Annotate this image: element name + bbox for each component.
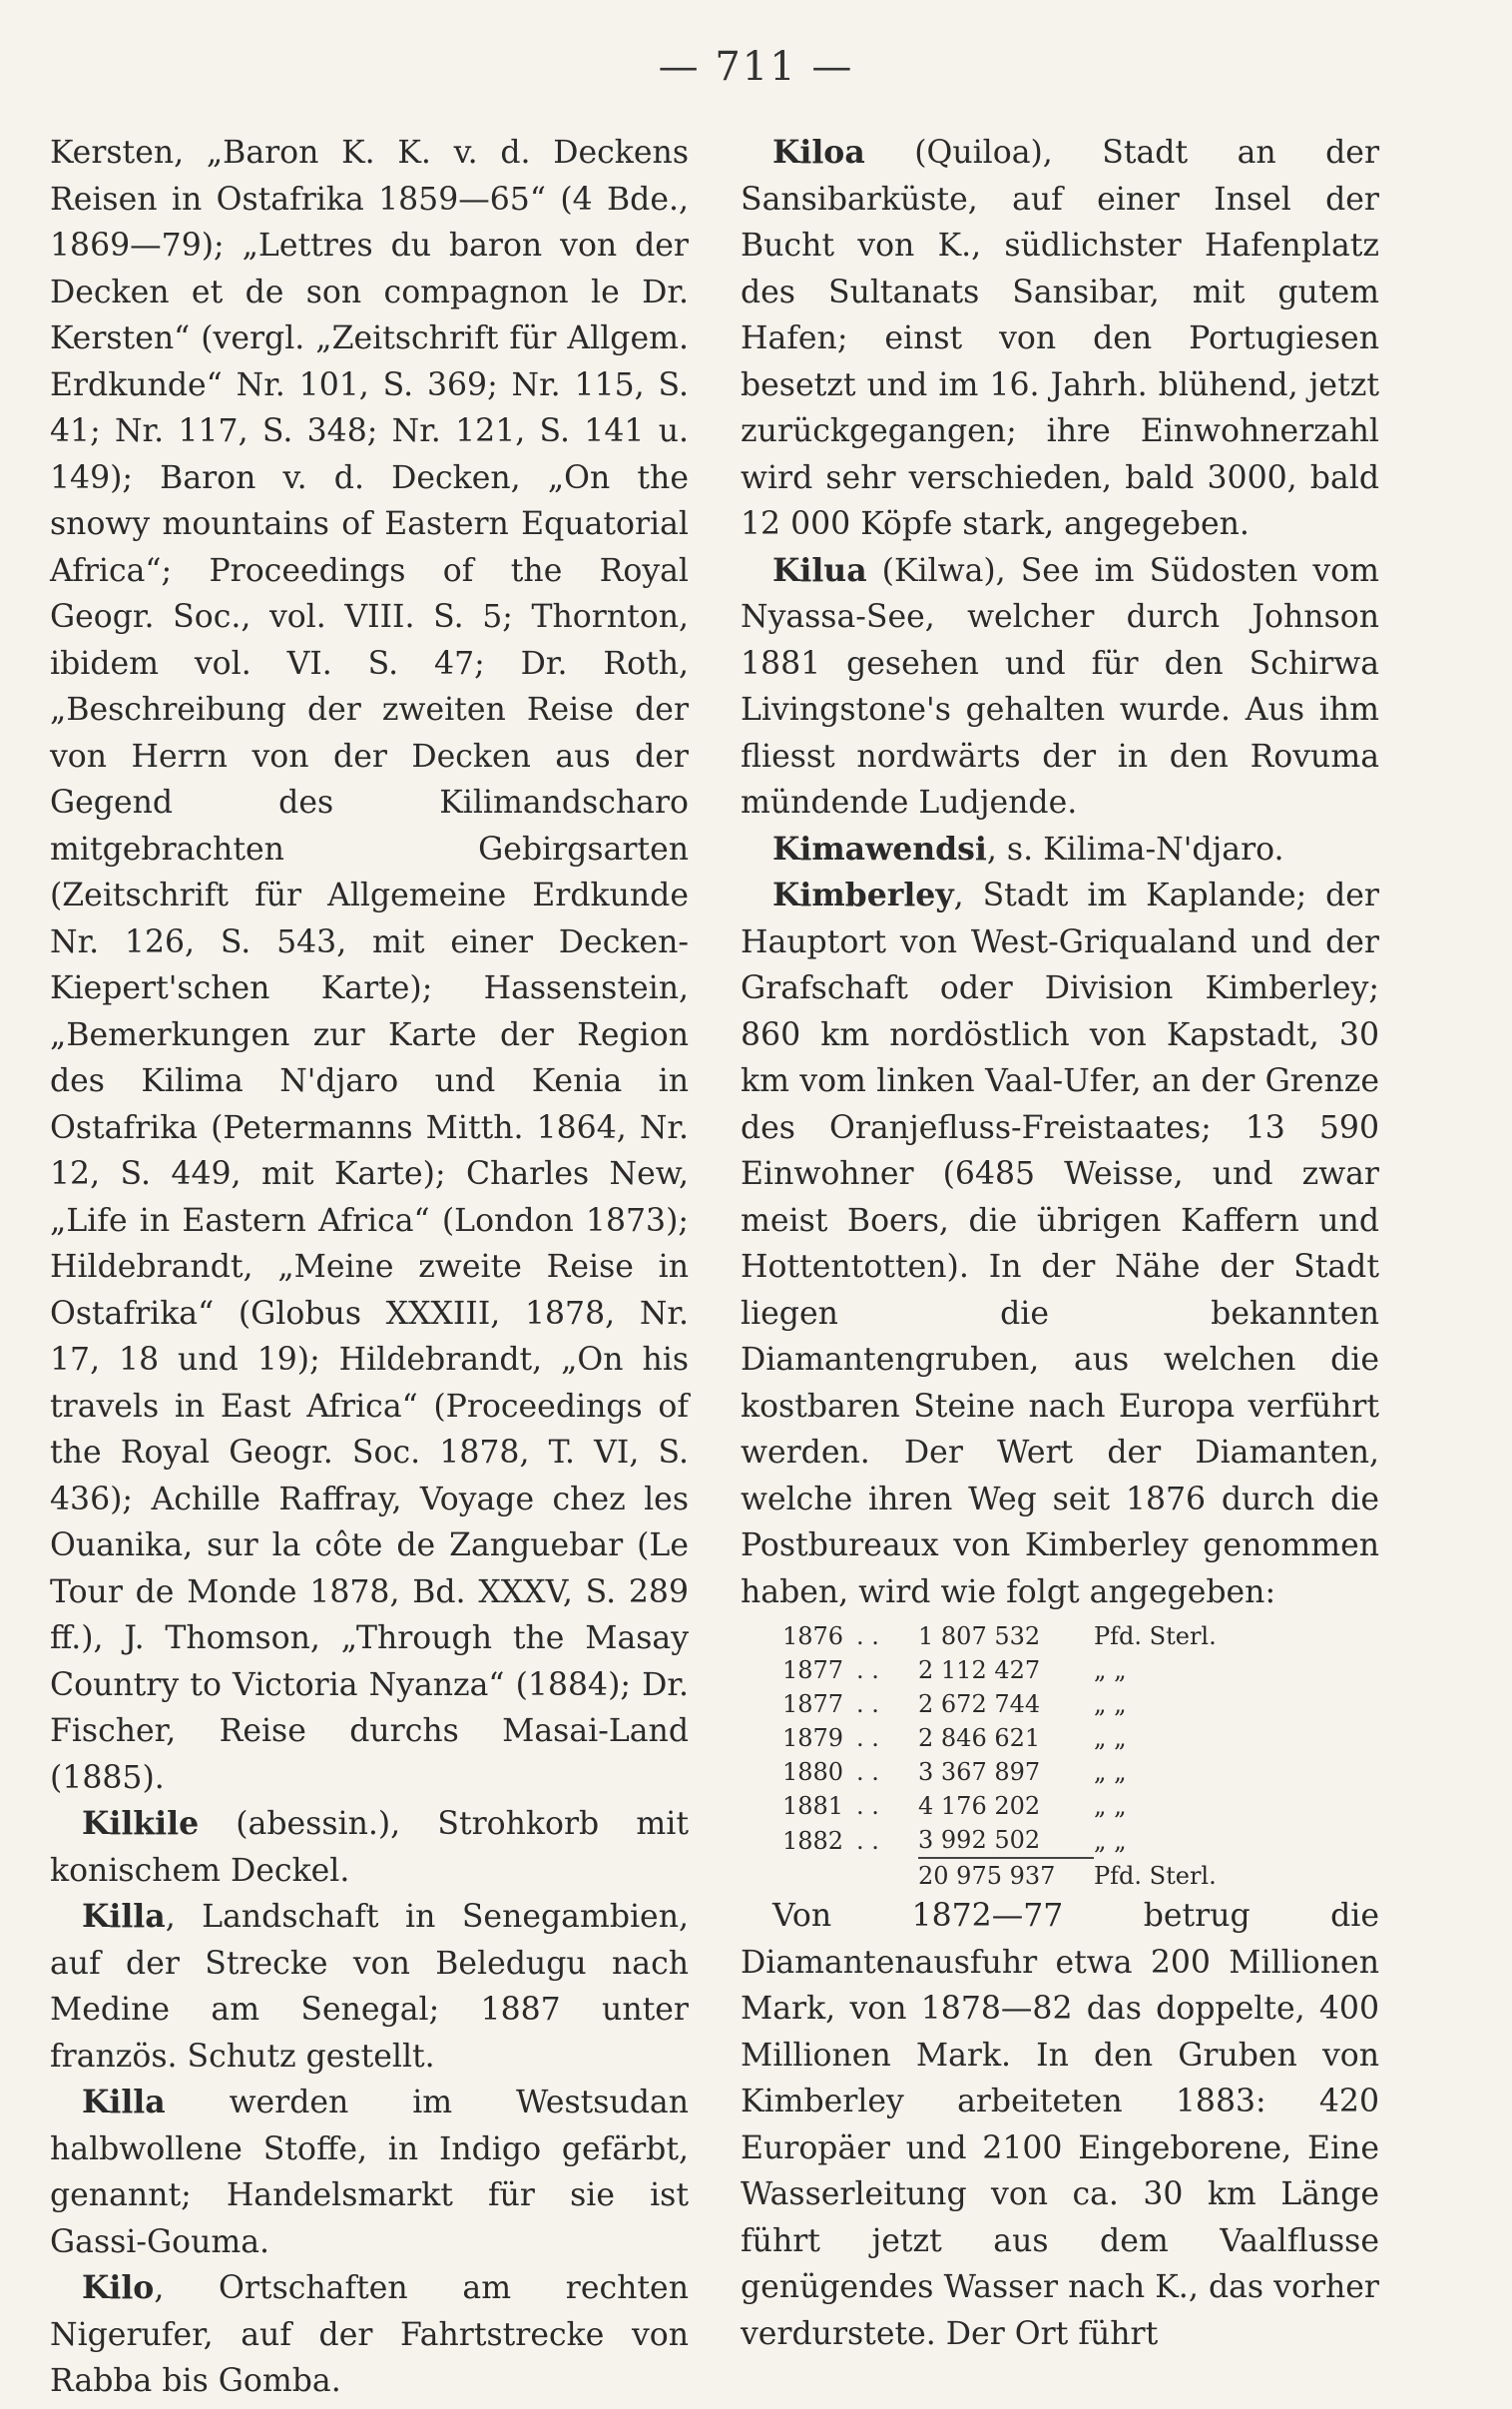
table-cell-amount: 1 807 532 <box>918 1622 1041 1650</box>
table-row <box>782 1721 1217 1755</box>
table-cell-year: 1877 <box>782 1656 844 1684</box>
table-cell-amount: 4 176 202 <box>918 1792 1041 1820</box>
entry-kilkile <box>50 1801 689 1894</box>
table-cell-year: 1882 <box>782 1826 844 1855</box>
table-cell-dots: . . <box>856 1690 879 1718</box>
entry-text: , Ortschaften am rechten Nigerufer, auf der Fahrtstrecke von Rabba bis Gomba. <box>50 2270 689 2399</box>
table-cell-dots: . . <box>856 1792 879 1820</box>
entry-text: , Stadt im Kaplande; der Hauptort von West-Griqualand und der Grafschaft oder Division Kimberley; 860 km nordöstlich von Kapstadt, 30 km vom linken Vaal-Ufer, an der Grenze des Oranjefluss-Freistaates; 13 590 Einwohner (6485 Weisse, und zwar meist Boers, die übrigen Kaffern und Hottentotten). In der Nähe der Stadt liegen die bekannten Diamantengruben, aus welchen die kostbaren Steine nach Europa verführt werden. Der Wert der Diamanten, welche ihren Weg seit 1876 durch die Postbureaux von Kimberley genommen haben, wird wie folgt angegeben: <box>741 878 1379 1610</box>
table-row <box>782 1619 1217 1653</box>
table-cell-dots: . . <box>856 1656 879 1684</box>
entry-kilua <box>741 548 1379 827</box>
table-cell-unit: „ „ <box>1094 1792 1127 1820</box>
table-total-unit: Pfd. Sterl. <box>1094 1861 1217 1890</box>
table-cell-unit: „ „ <box>1094 1826 1127 1855</box>
entry-kimberley <box>741 873 1379 1615</box>
table-cell-dots: . . <box>856 1758 879 1786</box>
entry-text: (Quiloa), Stadt an der Sansibarküste, auf einer Insel der Bucht von K., südlichster Hafenplatz des Sultanats Sansibar, mit gutem Hafen; einst von den Portugiesen besetzt und im 16. Jahrh. blühend, jetzt zurückgegangen; ihre Einwohnerzahl wird sehr verschieden, bald 3000, bald 12 000 Köpfe stark, angegeben. <box>741 135 1379 542</box>
page-number: — 711 — <box>658 44 854 90</box>
table-cell-unit: „ „ <box>1094 1656 1127 1684</box>
table-cell-amount: 2 672 744 <box>918 1690 1041 1718</box>
entry-killa-landschaft <box>50 1894 689 2080</box>
entry-headword: Kimawendsi <box>772 830 987 868</box>
table-row <box>782 1653 1217 1687</box>
table-cell-amount: 2 112 427 <box>918 1656 1041 1684</box>
table-total-row <box>782 1858 1217 1893</box>
entry-text: , s. Kilima-N'djaro. <box>986 831 1284 868</box>
table-cell-unit: „ „ <box>1094 1690 1127 1718</box>
table-row <box>782 1823 1217 1858</box>
entry-text: werden im Westsudan halbwollene Stoffe, in Indigo gefärbt, genannt; Handelsmarkt für sie ist Gassi-Gouma. <box>50 2085 689 2260</box>
table-cell-dots: . . <box>856 1622 879 1650</box>
table-cell-amount: 2 846 621 <box>918 1724 1041 1752</box>
paragraph-diamond-export: Von 1872—77 betrug die Diamantenausfuhr etwa 200 Millionen Mark, von 1878—82 das doppelte, 400 Millionen Mark. In den Gruben von Kimberley arbeiteten 1883: 420 Europäer und 2100 Eingeborene, Eine Wasserleitung von ca. 30 km Länge führt jetzt aus dem Vaalflusse genügendes Wasser nach K., das vorher verdurstete. Der Ort führt <box>741 1898 1379 2352</box>
table-cell-empty <box>856 1858 918 1893</box>
left-column <box>50 130 689 2405</box>
table-row <box>782 1687 1217 1721</box>
table-cell-unit: Pfd. Sterl. <box>1094 1622 1217 1650</box>
entry-headword: Kimberley <box>772 877 954 913</box>
entry-kiloa <box>741 130 1379 548</box>
entry-headword: Kilua <box>772 551 867 589</box>
entry-text: , Landschaft in Senegambien, auf der Strecke von Beledugu nach Medine am Senegal; 1887 unter französ. Schutz gestellt. <box>50 1899 689 2075</box>
entry-text: (Kilwa), See im Südosten vom Nyassa-See, welcher durch Johnson 1881 gesehen und für den Schirwa Livingstone's gehalten wurde. Aus ihm fliesst nordwärts der in den Rovuma mündende Ludjende. <box>741 552 1379 821</box>
table-cell-empty <box>782 1858 856 1893</box>
entry-headword: Killa <box>82 1898 166 1935</box>
diamond-value-table <box>782 1619 1217 1893</box>
table-cell-year: 1881 <box>782 1792 844 1820</box>
table-cell-unit: „ „ <box>1094 1758 1127 1786</box>
entry-headword: Killa <box>82 2084 166 2120</box>
table-cell-unit: „ „ <box>1094 1724 1127 1752</box>
table-cell-dots: . . <box>856 1724 879 1752</box>
table-row <box>782 1789 1217 1823</box>
entry-kimawendsi <box>741 827 1379 874</box>
table-cell-amount: 3 992 502 <box>918 1823 1094 1858</box>
table-cell-dots: . . <box>856 1826 879 1855</box>
entry-text: (abessin.), Strohkorb mit konischem Deckel. <box>50 1806 689 1889</box>
table-cell-year: 1879 <box>782 1724 844 1752</box>
table-cell-year: 1876 <box>782 1622 844 1650</box>
table-cell-year: 1880 <box>782 1758 844 1786</box>
entry-headword: Kilo <box>82 2269 155 2306</box>
entry-kilo <box>50 2265 689 2405</box>
table-row <box>782 1755 1217 1789</box>
table-total-amount: 20 975 937 <box>918 1862 1056 1890</box>
paragraph-kersten-references: Kersten, „Baron K. K. v. d. Deckens Reisen in Ostafrika 1859—65“ (4 Bde., 1869—79); „Lettres du baron von der Decken et de son compagnon le Dr. Kersten“ (vergl. „Zeitschrift für Allgem. Erdkunde“ Nr. 101, S. 369; Nr. 115, S. 41; Nr. 117, S. 348; Nr. 121, S. 141 u. 149); Baron v. d. Decken, „On the snowy mountains of Eastern Equatorial Africa“; Proceedings of the Royal Geogr. Soc., vol. VIII. S. 5; Thornton, ibidem vol. VI. S. 47; Dr. Roth, „Beschreibung der zweiten Reise der von Herrn von der Decken aus der Gegend des Kilimandscharo mitgebrachten Gebirgsarten (Zeitschrift für Allgemeine Erdkunde Nr. 126, S. 543, mit einer Decken-Kiepert'schen Karte); Hassenstein, „Bemerkungen zur Karte der Region des Kilima N'djaro und Kenia in Ostafrika (Petermanns Mitth. 1864, Nr. 12, S. 449, mit Karte); Charles New, „Life in Eastern Africa“ (London 1873); Hildebrandt, „Meine zweite Reise in Ostafrika“ (Globus XXXIII, 1878, Nr. 17, 18 und 19); Hildebrandt, „On his travels in East Africa“ (Proceedings of the Royal Geogr. Soc. 1878, T. VI, S. 436); Achille Raffray, Voyage chez les Ouanika, sur la côte de Zanguebar (Le Tour de Monde 1878, Bd. XXXV, S. 289 ff.), J. Thomson, „Through the Masay Country to Victoria Nyanza“ (1884); Dr. Fischer, Reise durchs Masai-Land (1885). <box>50 135 689 1796</box>
entry-headword: Kilkile <box>82 1805 200 1842</box>
right-column <box>741 130 1379 2357</box>
entry-killa-stoffe <box>50 2080 689 2265</box>
table-cell-amount: 3 367 897 <box>918 1758 1041 1786</box>
table-cell-year: 1877 <box>782 1690 844 1718</box>
entry-headword: Kiloa <box>772 134 865 171</box>
